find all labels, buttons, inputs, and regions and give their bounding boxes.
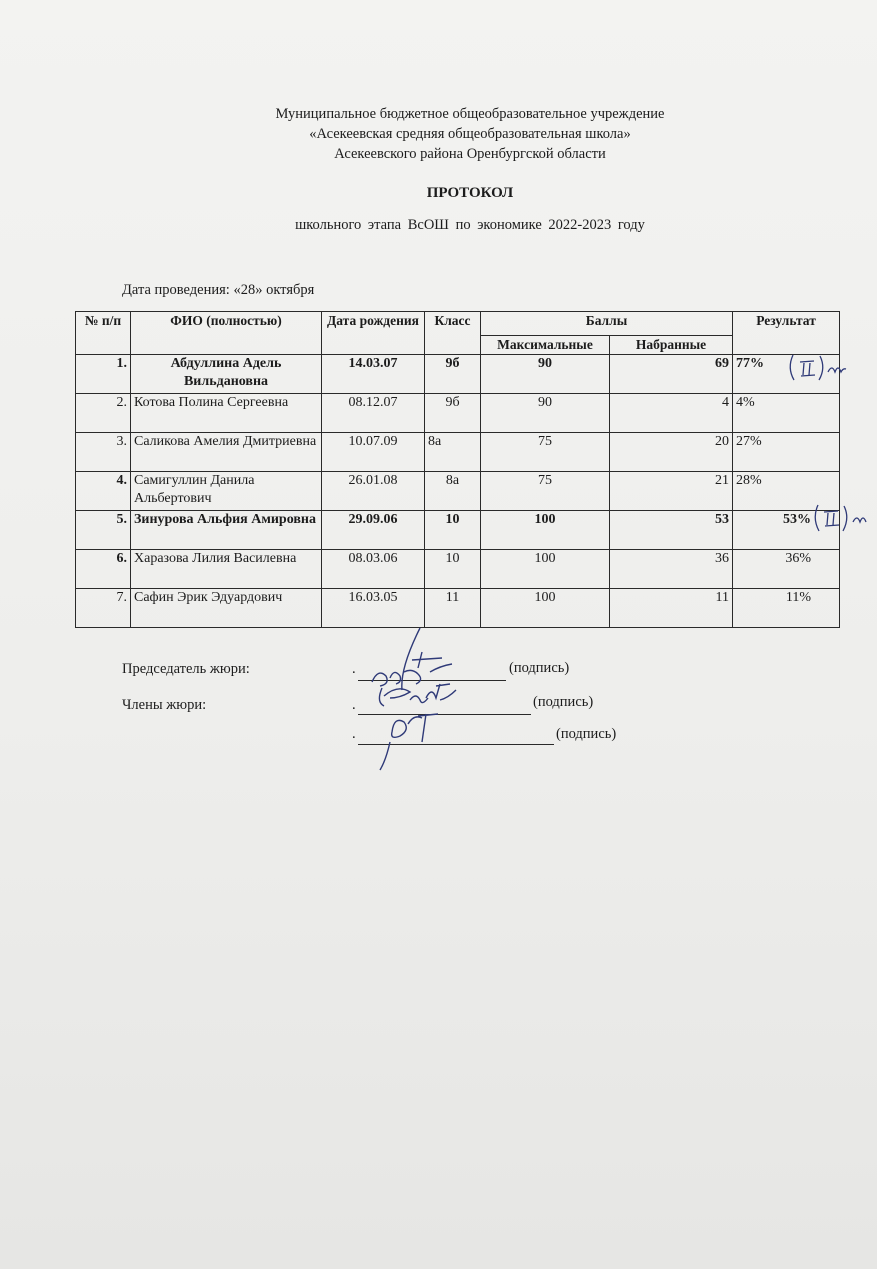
table-row (76, 550, 840, 589)
row-max: 100 (481, 511, 610, 550)
header-num: № п/п (76, 312, 131, 355)
row-result: 27% (733, 433, 840, 472)
member2-sign-label: (подпись) (556, 726, 617, 742)
row-result: 53% (733, 511, 840, 550)
row-scored: 53 (610, 511, 733, 550)
results-table (75, 311, 840, 628)
member2-signature-line (358, 726, 554, 745)
row-max: 90 (481, 394, 610, 433)
row-name: Самигуллин Данила Альбертович (131, 472, 322, 511)
members-label: Члены жюри: (122, 697, 207, 713)
row-name: Котова Полина Сергеевна (131, 394, 322, 433)
row-num: 4. (76, 472, 131, 511)
institution-header (180, 104, 760, 164)
header-line-2: «Асекеевская средняя общеобразовательная школа» (309, 126, 631, 142)
member1-dot: . (352, 697, 356, 713)
row-grade: 10 (425, 511, 481, 550)
row-max: 100 (481, 550, 610, 589)
row-name: Абдуллина Адель Вильдановна (131, 355, 322, 394)
chair-sign-label: (подпись) (509, 660, 570, 676)
row-grade: 9б (425, 394, 481, 433)
row-birth: 16.03.05 (322, 589, 425, 628)
row-max: 75 (481, 472, 610, 511)
member1-sign-label: (подпись) (533, 694, 594, 710)
row-num: 3. (76, 433, 131, 472)
row-name: Харазова Лилия Василевна (131, 550, 322, 589)
event-date: Дата проведения: «28» октября (122, 282, 315, 298)
row-name: Зинурова Альфия Амировна (131, 511, 322, 550)
header-points: Баллы (481, 312, 733, 336)
row-result: 11% (733, 589, 840, 628)
row-birth: 14.03.07 (322, 355, 425, 394)
table-row (76, 394, 840, 433)
row-scored: 21 (610, 472, 733, 511)
document-subtitle: школьного этапа ВсОШ по экономике 2022-2023 году (295, 217, 645, 233)
row-birth: 29.09.06 (322, 511, 425, 550)
row-num: 6. (76, 550, 131, 589)
row-num: 5. (76, 511, 131, 550)
chair-signature-line (358, 662, 506, 681)
member1-signature-line (358, 696, 531, 715)
member2-dot: . (352, 726, 356, 742)
row-scored: 20 (610, 433, 733, 472)
header-grade: Класс (425, 312, 481, 355)
place-note-row1-text: II м (826, 377, 828, 378)
row-result: 4% (733, 394, 840, 433)
row-name: Сафин Эрик Эдуардович (131, 589, 322, 628)
row-num: 1. (76, 355, 131, 394)
row-max: 100 (481, 589, 610, 628)
header-line-3: Асекеевского района Оренбургской области (334, 146, 606, 162)
table-row (76, 433, 840, 472)
table-row (76, 511, 840, 550)
row-result: 36% (733, 550, 840, 589)
table-row (76, 472, 840, 511)
document-title: ПРОТОКОЛ (426, 185, 514, 201)
row-grade: 8а (425, 433, 481, 472)
header-birth: Дата рождения (322, 312, 425, 355)
header-result: Результат (733, 312, 840, 355)
header-name: ФИО (полностью) (131, 312, 322, 355)
row-birth: 10.07.09 (322, 433, 425, 472)
row-scored: 36 (610, 550, 733, 589)
row-scored: 69 (610, 355, 733, 394)
row-max: 75 (481, 433, 610, 472)
row-birth: 26.01.08 (322, 472, 425, 511)
row-name: Саликова Амелия Дмитриевна (131, 433, 322, 472)
table-row (76, 589, 840, 628)
row-scored: 11 (610, 589, 733, 628)
row-num: 2. (76, 394, 131, 433)
row-birth: 08.12.07 (322, 394, 425, 433)
row-grade: 8а (425, 472, 481, 511)
row-result: 28% (733, 472, 840, 511)
place-note-row5-text: II м (850, 527, 852, 528)
row-max: 90 (481, 355, 610, 394)
header-scored: Набранные (610, 336, 733, 355)
chair-dot: . (352, 661, 356, 677)
chair-label: Председатель жюри: (122, 661, 250, 677)
table-row (76, 355, 840, 394)
row-scored: 4 (610, 394, 733, 433)
header-line-1: Муниципальное бюджетное общеобразовательное учреждение (275, 106, 665, 122)
row-grade: 10 (425, 550, 481, 589)
row-grade: 9б (425, 355, 481, 394)
header-max: Максимальные (481, 336, 610, 355)
row-birth: 08.03.06 (322, 550, 425, 589)
row-grade: 11 (425, 589, 481, 628)
row-result: 77% (733, 355, 840, 394)
row-num: 7. (76, 589, 131, 628)
